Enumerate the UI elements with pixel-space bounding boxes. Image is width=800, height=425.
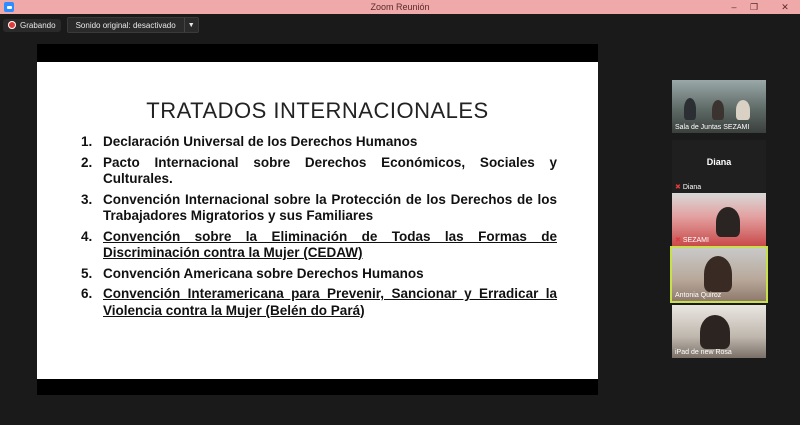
- participant-name: Antonia Quiroz: [675, 292, 722, 299]
- participant-name: ✖ Diana: [675, 183, 702, 191]
- treaty-item: [81, 134, 557, 151]
- participant-name: Sala de Juntas SEZAMI: [675, 124, 750, 131]
- treaty-text: Convención Interamericana para Prevenir, Sancionar y Erradicar la Violencia contra la Mujer (Belén do Pará): [103, 286, 557, 318]
- person-silhouette: [736, 100, 750, 120]
- treaty-list: [81, 134, 557, 323]
- treaty-number: 2.: [81, 154, 93, 170]
- participant-video[interactable]: [672, 193, 766, 246]
- treaty-text: Convención Internacional sobre la Protección de los Derechos de los Trabajadores Migratorios y sus Familiares: [103, 191, 557, 223]
- shared-screen: [37, 44, 598, 395]
- record-icon: [8, 21, 16, 29]
- treaty-item: [81, 192, 557, 225]
- person-silhouette: [700, 315, 730, 349]
- treaty-text: Convención sobre la Eliminación de Todas las Formas de Discriminación contra la Mujer (CEDAW): [103, 228, 557, 260]
- treaty-item: [81, 229, 557, 262]
- treaty-number: 6.: [81, 286, 93, 301]
- treaty-item: [81, 286, 557, 319]
- zoom-icon: [4, 2, 14, 12]
- treaty-number: 4.: [81, 228, 93, 244]
- participant-name: iPad de new Rosa: [675, 349, 732, 356]
- participant-display-name: Diana: [706, 157, 732, 167]
- participant-video-active-speaker[interactable]: [672, 248, 766, 301]
- recording-indicator[interactable]: [3, 19, 61, 32]
- treaty-item: [81, 155, 557, 188]
- close-icon[interactable]: ✕: [781, 1, 789, 12]
- participant-video[interactable]: [672, 305, 766, 358]
- window-titlebar: [0, 0, 800, 14]
- original-sound-label: Sonido original: desactivado: [75, 20, 176, 30]
- original-sound-button[interactable]: [67, 17, 199, 33]
- recording-label: Grabando: [20, 20, 56, 30]
- participant-video[interactable]: [672, 80, 766, 133]
- treaty-number: 3.: [81, 191, 93, 207]
- slide-title: TRATADOS INTERNACIONALES: [146, 98, 489, 123]
- mic-muted-icon: ✖: [675, 184, 681, 191]
- maximize-icon[interactable]: ❐: [749, 1, 759, 12]
- recording-bar: [0, 16, 199, 34]
- presentation-slide: [37, 62, 598, 379]
- chevron-down-icon[interactable]: ▼: [184, 18, 198, 32]
- minimize-icon[interactable]: –: [731, 2, 737, 12]
- treaty-item: [81, 266, 557, 283]
- treaty-number: 1.: [81, 134, 93, 149]
- person-silhouette: [712, 100, 724, 120]
- treaty-number: 5.: [81, 265, 93, 281]
- person-silhouette: [704, 256, 732, 292]
- participant-name: ✖ SEZAMI: [675, 236, 709, 244]
- person-silhouette: [684, 98, 696, 120]
- person-silhouette: [716, 207, 740, 237]
- window-title: Zoom Reunión: [370, 2, 430, 12]
- participant-video[interactable]: [672, 140, 766, 193]
- treaty-text: Convención Americana sobre Derechos Humanos: [103, 265, 424, 281]
- mic-muted-icon: ✖: [675, 237, 681, 244]
- treaty-text: Pacto Internacional sobre Derechos Económicos, Sociales y Culturales.: [103, 154, 557, 186]
- treaty-text: Declaración Universal de los Derechos Humanos: [103, 134, 418, 149]
